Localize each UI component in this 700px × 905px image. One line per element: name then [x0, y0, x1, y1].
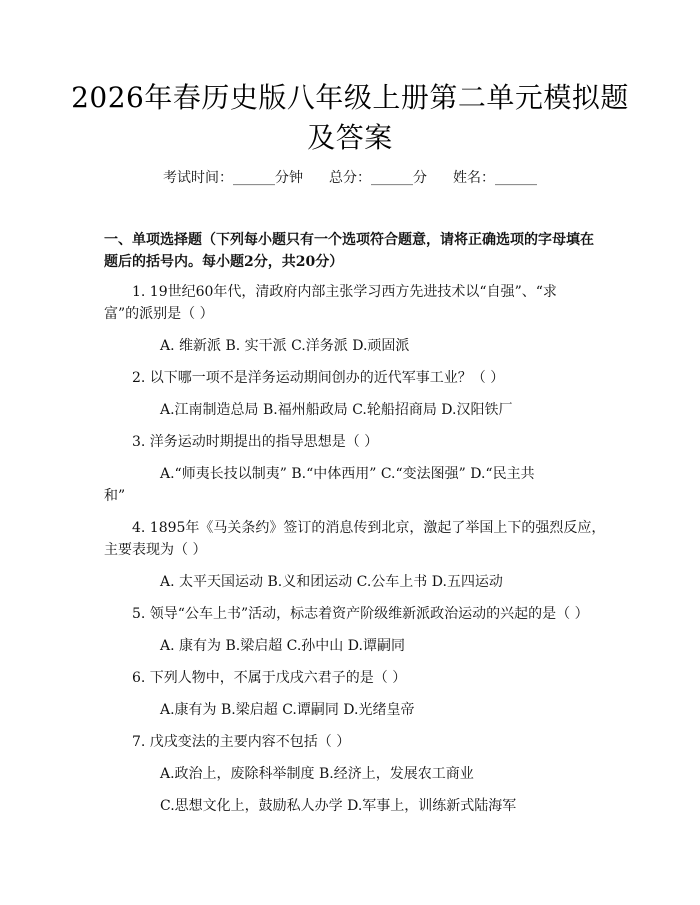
question-2-options: A.江南制造总局 B.福州船政局 C.轮船招商局 D.汉阳铁厂: [160, 402, 513, 418]
question-3-options-continued: 和”: [104, 488, 126, 504]
question-7-text: 7. 戊戌变法的主要内容不包括（ ）: [132, 734, 351, 750]
total-score-field: 总分：______分: [329, 170, 427, 186]
section-heading: 一、单项选择题（下列每小题只有一个选项符合题意，请将正确选项的字母填在: [104, 232, 594, 248]
question-7-options: A.政治上，废除科举制度 B.经济上，发展农工商业: [160, 766, 474, 782]
question-1-text: 1. 19世纪60年代，清政府内部主张学习西方先进技术以“自强”、“求: [132, 284, 557, 300]
page-title: 2026年春历史版八年级上册第二单元模拟题: [71, 81, 629, 114]
question-2-text: 2. 以下哪一项不是洋务运动期间创办的近代军事工业？（ ）: [132, 370, 505, 386]
student-name-field: 姓名：______: [453, 170, 537, 186]
question-7-options-continued: C.思想文化上，鼓励私人办学 D.军事上，训练新式陆海军: [160, 798, 517, 814]
question-3-options: A.“师夷长技以制夷” B.“中体西用” C.“变法图强” D.“民主共: [160, 466, 535, 482]
question-6-options: A.康有为 B.梁启超 C.谭嗣同 D.光绪皇帝: [160, 702, 415, 718]
exam-time-field: 考试时间：______分钟: [163, 170, 303, 186]
question-1-options: A. 维新派 B. 实干派 C.洋务派 D.顽固派: [160, 338, 410, 354]
exam-info-line: [100, 168, 600, 188]
question-1-text-continued: 富”的派别是（ ）: [104, 306, 214, 322]
question-6-text: 6. 下列人物中，不属于戊戌六君子的是（ ）: [132, 670, 407, 686]
question-4-text-continued: 主要表现为（ ）: [104, 542, 207, 558]
question-4-text: 4. 1895年《马关条约》签订的消息传到北京，激起了举国上下的强烈反应，: [132, 520, 606, 536]
question-5-text: 5. 领导“公车上书”活动，标志着资产阶级维新派政治运动的兴起的是（ ）: [132, 606, 589, 622]
question-5-options: A. 康有为 B.梁启超 C.孙中山 D.谭嗣同: [160, 638, 405, 654]
section-heading-continued: 题后的括号内。每小题2分，共20分）: [104, 254, 344, 270]
question-4-options: A. 太平天国运动 B.义和团运动 C.公车上书 D.五四运动: [160, 574, 503, 590]
page-title-continued: 及答案: [307, 121, 393, 154]
question-3-text: 3. 洋务运动时期提出的指导思想是（ ）: [132, 434, 379, 450]
